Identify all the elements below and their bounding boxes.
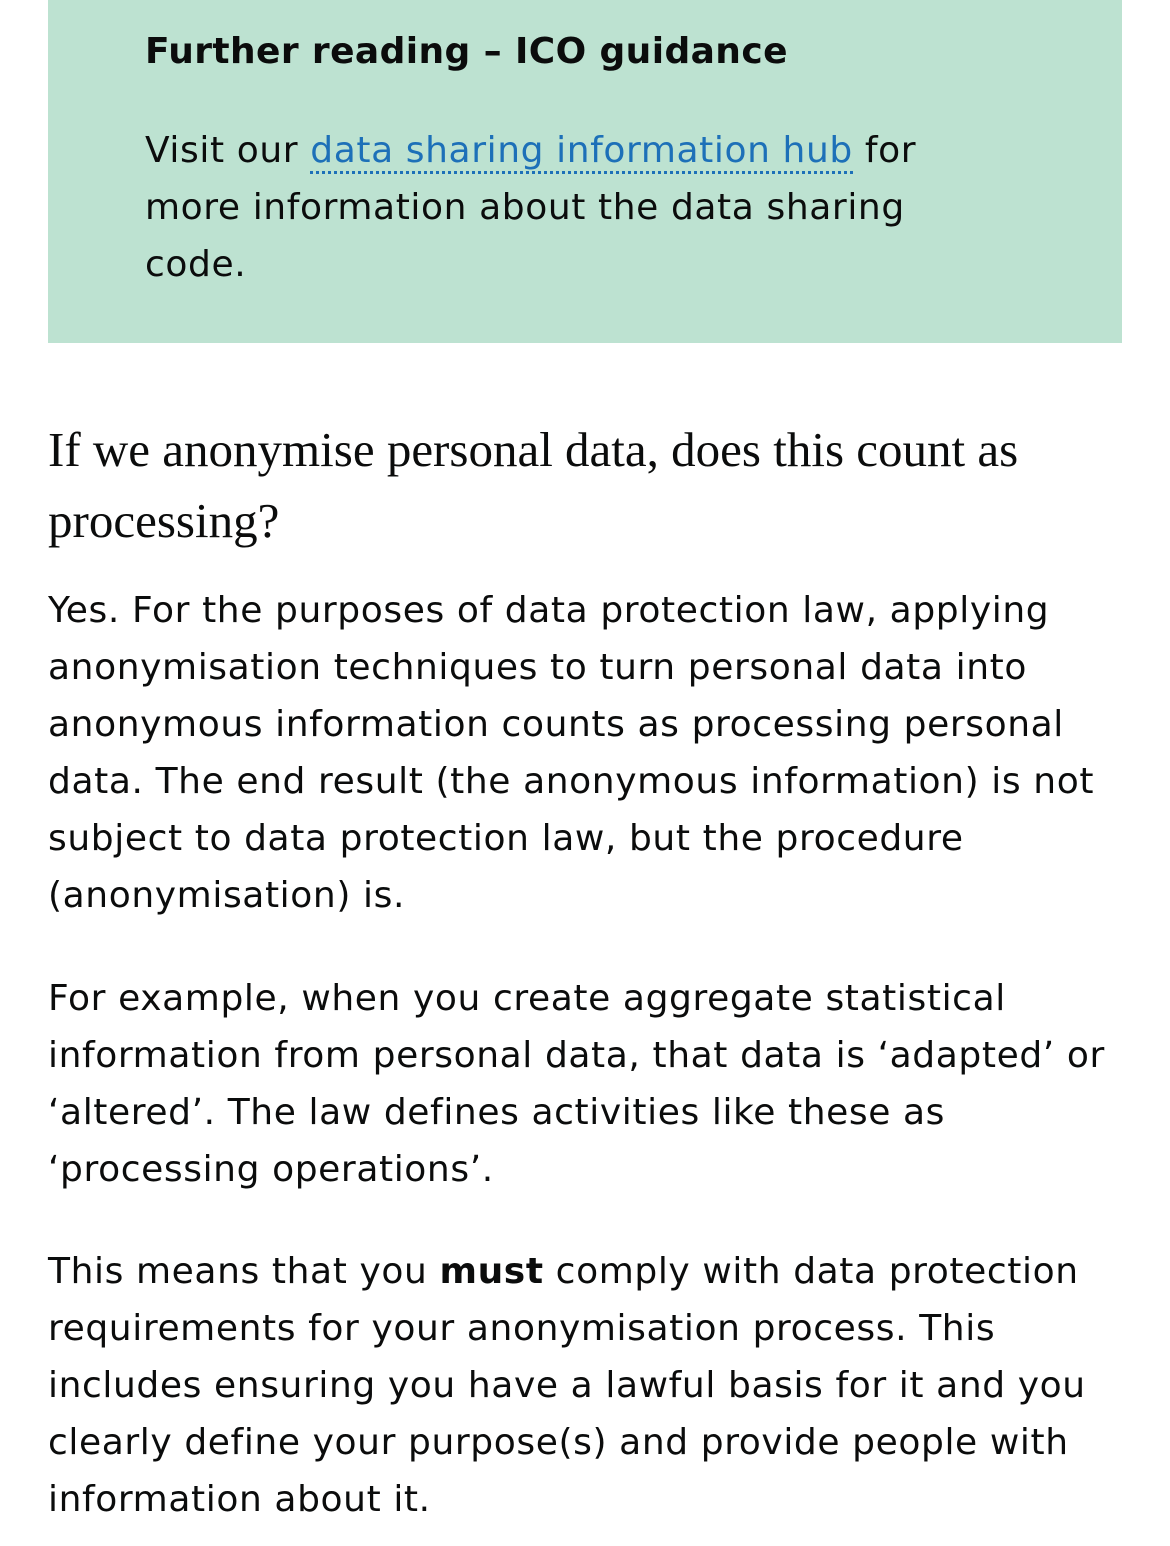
paragraph-3-end: comply with data protection requirements for your anonymisation process. This includes ensuring you have a lawful basis for it and you clearly define your purpose(s) and provide people with information about it. <box>48 1251 1086 1520</box>
main-content <box>48 414 1138 1528</box>
further-reading-heading: Further reading – ICO guidance <box>145 31 788 72</box>
further-reading-text <box>145 122 965 293</box>
data-sharing-hub-link[interactable]: data sharing information hub <box>310 130 853 174</box>
further-reading-text-prefix: Visit our <box>145 130 311 171</box>
section-heading: If we anonymise personal data, does this count as processing? <box>48 422 1019 548</box>
paragraph-3-emphasis: must <box>439 1251 544 1292</box>
paragraph-2: For example, when you create aggregate statistical information from personal data, that data is ‘adapted’ or ‘altered’. The law defines activities like these as ‘processing operations’. <box>48 978 1105 1190</box>
paragraph-1: Yes. For the purposes of data protection law, applying anonymisation techniques to turn personal data into anonymous information counts as processing personal data. The end result (the anonymous information) is not subject to data protection law, but the procedure (anonymisation) is. <box>48 590 1095 916</box>
paragraph-3-start: This means that you <box>48 1251 440 1292</box>
further-reading-text-suffix: for more information about the data sharing code. <box>145 130 917 285</box>
further-reading-callout <box>48 0 1122 343</box>
paragraph-3 <box>48 1243 1138 1528</box>
